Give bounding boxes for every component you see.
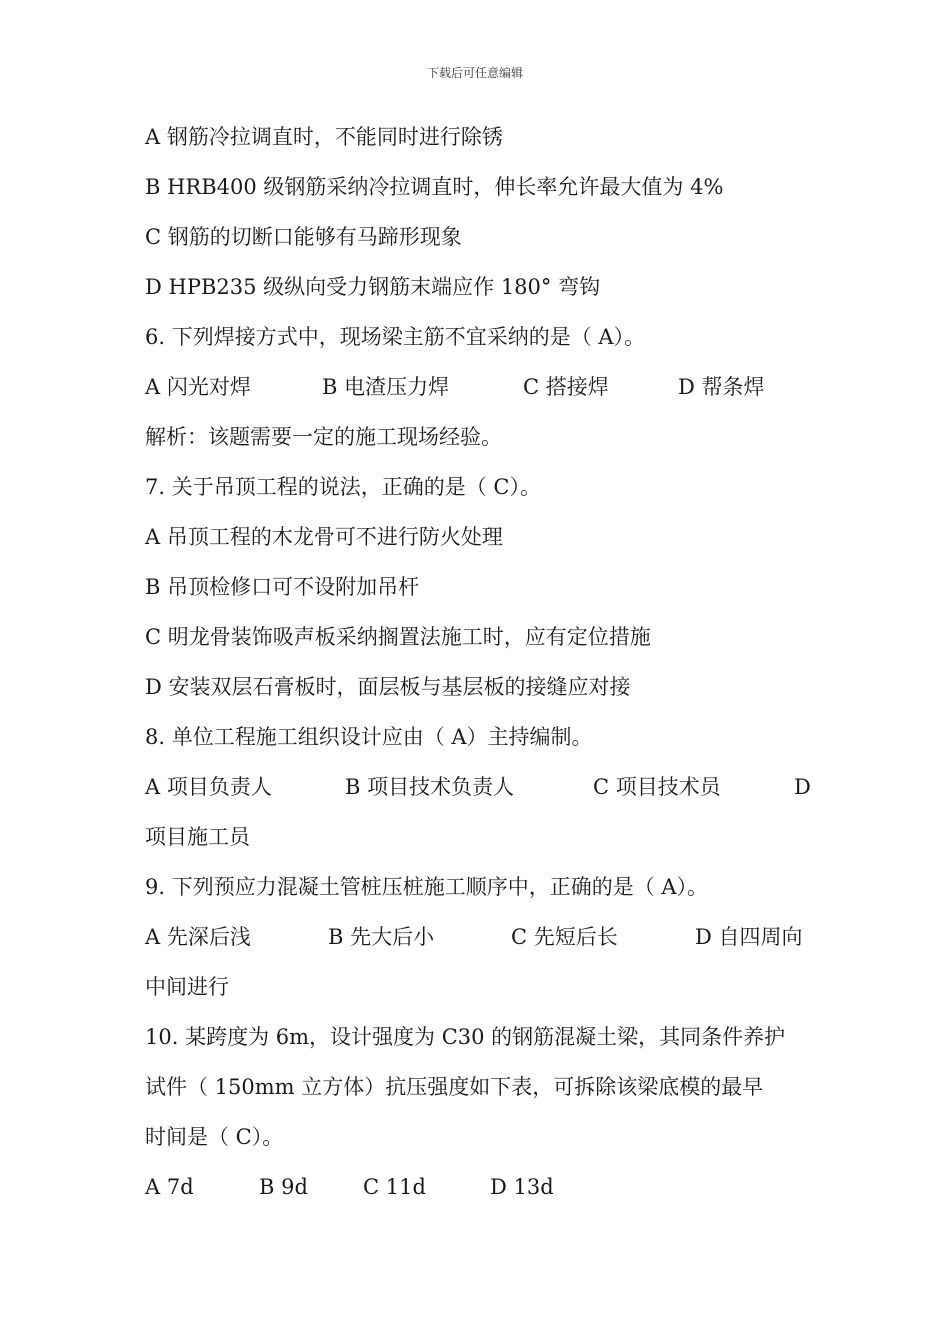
q9-option-d-continued: 中间进行 — [145, 975, 229, 999]
q6-analysis: 解析：该题需要一定的施工现场经验。 — [145, 425, 502, 449]
q10-question-line-3: 时间是（ C）。 — [145, 1125, 284, 1149]
q10-option-a: A 7d — [145, 1175, 194, 1199]
q5-option-b: B HRB400 级钢筋采纳冷拉调直时，伸长率允许最大值为 4% — [145, 175, 724, 199]
q9-option-b: B 先大后小 — [328, 925, 435, 949]
q10-question-line-1: 10. 某跨度为 6m，设计强度为 C30 的钢筋混凝土梁，其同条件养护 — [145, 1025, 786, 1049]
q6-option-c: C 搭接焊 — [523, 375, 609, 399]
q7-question: 7. 关于吊顶工程的说法，正确的是（ C）。 — [145, 475, 541, 499]
q9-option-c: C 先短后长 — [511, 925, 618, 949]
q10-option-d: D 13d — [490, 1175, 554, 1199]
page-header: 下载后可任意编辑 — [426, 66, 523, 80]
q8-option-a: A 项目负责人 — [145, 775, 272, 799]
q5-option-c: C 钢筋的切断口能够有马蹄形现象 — [145, 225, 462, 249]
document-body — [145, 118, 810, 1218]
q8-option-c: C 项目技术员 — [593, 775, 721, 799]
q7-option-c: C 明龙骨装饰吸声板采纳搁置法施工时，应有定位措施 — [145, 625, 651, 649]
q10-question-line-2: 试件（ 150mm 立方体）抗压强度如下表，可拆除该梁底模的最早 — [145, 1075, 764, 1099]
q6-options — [145, 368, 810, 418]
q9-options — [145, 918, 810, 968]
q10-option-c: C 11d — [363, 1175, 426, 1199]
q10-options — [145, 1168, 810, 1218]
q7-option-b: B 吊顶检修口可不设附加吊杆 — [145, 575, 420, 599]
q8-option-d-continued: 项目施工员 — [145, 825, 250, 849]
q7-option-d: D 安装双层石膏板时，面层板与基层板的接缝应对接 — [145, 675, 631, 699]
q9-question: 9. 下列预应力混凝土管桩压桩施工顺序中，正确的是（ A）。 — [145, 875, 709, 899]
q5-option-a: A 钢筋冷拉调直时，不能同时进行除锈 — [145, 125, 503, 149]
q10-option-b: B 9d — [259, 1175, 308, 1199]
q8-question: 8. 单位工程施工组织设计应由（ A）主持编制。 — [145, 725, 593, 749]
q9-option-d: D 自四周向 — [695, 925, 803, 949]
q9-option-a: A 先深后浅 — [145, 925, 251, 949]
q6-question: 6. 下列焊接方式中，现场梁主筋不宜采纳的是（ A）。 — [145, 325, 646, 349]
q8-options — [145, 768, 810, 818]
q6-option-a: A 闪光对焊 — [145, 375, 251, 399]
q8-option-d: D — [794, 775, 811, 799]
q7-option-a: A 吊顶工程的木龙骨可不进行防火处理 — [145, 525, 503, 549]
q6-option-d: D 帮条焊 — [678, 375, 765, 399]
q6-option-b: B 电渣压力焊 — [322, 375, 450, 399]
q5-option-d: D HPB235 级纵向受力钢筋末端应作 180° 弯钩 — [145, 275, 601, 299]
q8-option-b: B 项目技术负责人 — [345, 775, 515, 799]
